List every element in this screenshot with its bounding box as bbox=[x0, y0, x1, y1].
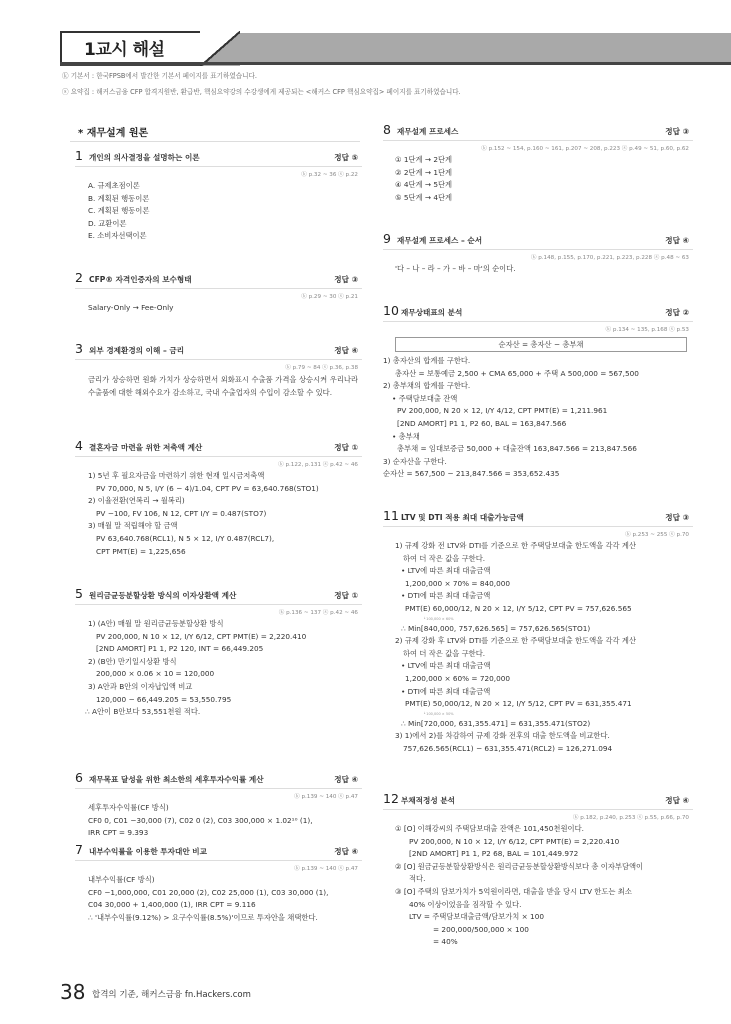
formula-box: 순자산 = 총자산 − 총부채 bbox=[395, 337, 687, 352]
solution-line: CF0 0, C01 −30,000 (7), C02 0 (2), C03 300,000 × 1.02¹⁰ (1), bbox=[88, 815, 313, 825]
solution-line: └ 100,000 × 50% bbox=[423, 711, 454, 716]
solution-line: 총자산 = 보통예금 2,500 + CMA 65,000 + 주택 A 500,000 = 567,500 bbox=[395, 368, 639, 378]
page-reference: ⓚ p.139 ~ 140 ⓢ p.47 bbox=[294, 794, 358, 800]
question-header bbox=[383, 510, 693, 527]
solution-line: 3) 1)에서 2)를 차감하여 규제 강화 전후의 대출 한도액을 비교한다. bbox=[395, 731, 610, 741]
solution-line: • LTV에 따른 최대 대출금액 bbox=[401, 566, 491, 576]
question-header bbox=[75, 272, 362, 289]
solution-line: C04 30,000 + 1,400,000 (1), IRR CPT = 9.116 bbox=[88, 900, 256, 910]
header-band bbox=[180, 33, 731, 63]
question-header bbox=[383, 305, 693, 322]
solution-line: '다 – 나 – 라 – 가 – 바 – 마'의 순이다. bbox=[395, 264, 516, 273]
solution-line: [2ND AMORT] P1 1, P2 68, BAL = 101,449.972 bbox=[409, 849, 579, 859]
footer-text: 합격의 기준, 해커스금융 fn.Hackers.com bbox=[92, 990, 251, 1000]
solution-line: • DTI에 따른 최대 대출금액 bbox=[401, 686, 491, 696]
solution-line: ② [O] 원금균등분할상환방식은 원리금균등분할상환방식보다 총 이자부담액이 bbox=[395, 861, 644, 871]
solution-line: • DTI에 따른 최대 대출금액 bbox=[401, 591, 491, 601]
solution-line: 금리가 상승하면 원화 가치가 상승하면서 외화표시 수출품 가격을 상승시켜 우리나라 수출품에 대한 해외수요가 감소하고, 국내 수출업자의 수입이 감소할 수 있다. bbox=[88, 375, 358, 397]
solution-line: 2) 규제 강화 후 LTV와 DTI를 기준으로 한 주택담보대출 한도액을 각각 계산 bbox=[395, 636, 637, 646]
question-title: 재무목표 달성을 위한 최소한의 세후투자수익률 계산 bbox=[89, 775, 264, 784]
solution-line: 2) 총부채의 합계를 구한다. bbox=[383, 381, 471, 391]
question-2 bbox=[75, 272, 362, 315]
page-reference: ⓚ p.79 ~ 84 ⓢ p.36, p.38 bbox=[285, 365, 358, 371]
question-header bbox=[383, 124, 693, 141]
answer-label: 정답 ④ bbox=[334, 847, 358, 856]
solution-line: 세후투자수익률(CF 방식) bbox=[88, 803, 169, 812]
question-title: 재무상태표의 분석 bbox=[401, 308, 463, 317]
solution-line: ④ 4단계 → 5단계 bbox=[395, 180, 453, 190]
answer-label: 정답 ⑤ bbox=[334, 153, 358, 162]
answer-label: 정답 ④ bbox=[665, 236, 689, 245]
answer-label: 정답 ① bbox=[334, 443, 358, 452]
solution-line: PV −100, FV 106, N 12, CPT I/Y = 0.487(STO7) bbox=[96, 508, 267, 518]
question-number: 12 bbox=[383, 791, 399, 806]
question-title: 개인의 의사결정을 설명하는 이론 bbox=[89, 153, 200, 162]
question-title: LTV 및 DTI 적용 최대 대출가능금액 bbox=[401, 513, 524, 522]
solution-line: PV 200,000, N 20 × 12, I/Y 4/12, CPT PMT(E) = 1,211.961 bbox=[397, 406, 608, 416]
page-reference: ⓚ p.29 ~ 30 ⓢ p.21 bbox=[301, 294, 358, 300]
question-1 bbox=[75, 150, 362, 243]
solution-line: 적다. bbox=[409, 874, 426, 884]
solution-line: ∴ Min[840,000, 757,626.565] = 757,626.565(STO1) bbox=[401, 623, 591, 633]
solution-line: 2) (B안) 만기일시상환 방식 bbox=[88, 656, 177, 666]
solution-line: CPT PMT(E) = 1,225,656 bbox=[96, 546, 186, 556]
answer-label: 정답 ④ bbox=[334, 346, 358, 355]
solution-line: PMT(E) 60,000/12, N 20 × 12, I/Y 5/12, CPT PV = 757,626.565 bbox=[405, 603, 632, 613]
solution-line: ① 1단계 → 2단계 bbox=[395, 155, 453, 164]
answer-label: 정답 ③ bbox=[665, 513, 689, 522]
solution-line: D. 교환이론 bbox=[88, 218, 127, 228]
page-title: 1교시 해설 bbox=[84, 40, 165, 60]
solution-line: PV 63,640.768(RCL1), N 5 × 12, I/Y 0.487(RCL7), bbox=[96, 533, 275, 543]
question-number: 8 bbox=[383, 122, 391, 137]
solution-line: PV 200,000, N 10 × 12, I/Y 6/12, CPT PMT(E) = 2,220.410 bbox=[409, 836, 620, 846]
question-number: 7 bbox=[75, 842, 83, 857]
question-title: CFP® 자격인증자의 보수형태 bbox=[89, 275, 192, 284]
question-number: 5 bbox=[75, 586, 83, 601]
question-number: 3 bbox=[75, 341, 83, 356]
solution-line: 내부수익률(CF 방식) bbox=[88, 875, 155, 884]
question-header bbox=[383, 233, 693, 250]
question-number: 9 bbox=[383, 231, 391, 246]
solution-line: LTV = 주택담보대출금액/담보가치 × 100 bbox=[409, 912, 544, 922]
answer-label: 정답 ④ bbox=[665, 796, 689, 805]
answer-label: 정답 ③ bbox=[665, 127, 689, 136]
solution-line: 1) 5년 후 필요자금을 마련하기 위한 현재 일시금저축액 bbox=[88, 471, 265, 480]
solution-line: B. 계획된 행동이론 bbox=[88, 193, 150, 203]
solution-line: A. 규제초점이론 bbox=[88, 181, 140, 190]
solution-line: ∴ '내부수익률(9.12%) > 요구수익률(8.5%)'이므로 투자안을 채택한다. bbox=[88, 912, 318, 922]
question-title: 재무설계 프로세스 – 순서 bbox=[397, 236, 483, 245]
question-header bbox=[75, 588, 362, 605]
question-5 bbox=[75, 588, 362, 719]
solution-line: 120,000 − 66,449.205 = 53,550.795 bbox=[96, 694, 232, 704]
question-title: 내부수익률을 이용한 투자대안 비교 bbox=[89, 847, 207, 856]
page-reference: ⓚ p.136 ~ 137 ⓢ p.42 ~ 46 bbox=[278, 610, 358, 616]
question-number: 1 bbox=[75, 148, 83, 163]
question-10 bbox=[383, 305, 693, 481]
solution-line: IRR CPT = 9.393 bbox=[88, 828, 149, 838]
question-title: 외부 경제환경의 이해 – 금리 bbox=[89, 346, 185, 355]
question-title: 결혼자금 마련을 위한 저축액 계산 bbox=[89, 443, 203, 452]
page-reference: ⓚ p.139 ~ 140 ⓢ p.47 bbox=[294, 866, 358, 872]
question-number: 11 bbox=[383, 508, 399, 523]
header-rule bbox=[60, 62, 731, 65]
solution-line: 하여 더 작은 값을 구한다. bbox=[403, 553, 486, 563]
question-8 bbox=[383, 124, 693, 204]
solution-line: ② 2단계 → 1단계 bbox=[395, 167, 453, 177]
solution-line: PMT(E) 50,000/12, N 20 × 12, I/Y 5/12, CPT PV = 631,355.471 bbox=[405, 699, 632, 709]
page-number: 38 bbox=[60, 980, 86, 1004]
answer-label: 정답 ③ bbox=[334, 275, 358, 284]
solution-line: • LTV에 따른 최대 대출금액 bbox=[401, 661, 491, 671]
solution-line: [2ND AMORT] P1 1, P2 120, INT = 66,449.205 bbox=[96, 644, 264, 654]
solution-line: 1,200,000 × 60% = 720,000 bbox=[405, 673, 511, 683]
note-textbook: ⓚ 기본서 : 한국FPSB에서 발간한 기본서 페이지를 표기하였습니다. bbox=[62, 72, 257, 80]
solution-line: • 총부채 bbox=[392, 431, 420, 441]
solution-line: └ 100,000 × 60% bbox=[423, 616, 454, 621]
solution-line: C. 계획된 행동이론 bbox=[88, 206, 150, 216]
question-3 bbox=[75, 343, 362, 399]
question-header bbox=[75, 440, 362, 457]
solution-line: 순자산 = 567,500 − 213,847.566 = 353,652.435 bbox=[383, 469, 560, 479]
solution-line: 하여 더 작은 값을 구한다. bbox=[403, 648, 486, 658]
page-reference: ⓚ p.32 ~ 36 ⓢ p.22 bbox=[301, 172, 358, 178]
solution-line: [2ND AMORT] P1 1, P2 60, BAL = 163,847.566 bbox=[397, 418, 567, 428]
question-7 bbox=[75, 844, 362, 924]
header-slant bbox=[200, 31, 240, 66]
solution-line: ⑤ 5단계 → 4단계 bbox=[395, 192, 453, 202]
question-number: 6 bbox=[75, 770, 83, 785]
solution-line: • 주택담보대출 잔액 bbox=[392, 393, 458, 403]
note-summary: ⓢ 요약집 : 해커스금융 CFP 합격지원반, 환급반, 핵심요약강의 수강생에게 제공되는 <해커스 CFP 핵심요약집> 페이지를 표기하였습니다. bbox=[62, 88, 461, 96]
question-header bbox=[383, 793, 693, 810]
page-reference: ⓚ p.253 ~ 255 ⓢ p.70 bbox=[625, 532, 689, 538]
page-reference: ⓚ p.148, p.155, p.170, p.221, p.223, p.228 ⓢ p.48 ~ 63 bbox=[530, 255, 689, 261]
question-number: 10 bbox=[383, 303, 399, 318]
section-rule bbox=[70, 141, 360, 142]
solution-line: 1) 규제 강화 전 LTV와 DTI를 기준으로 한 주택담보대출 한도액을 각각 계산 bbox=[395, 541, 637, 550]
question-12 bbox=[383, 793, 693, 949]
question-number: 4 bbox=[75, 438, 83, 453]
question-title: 부채적정성 분석 bbox=[401, 796, 455, 805]
page-reference: ⓚ p.134 ~ 135, p.168 ⓢ p.53 bbox=[605, 327, 689, 333]
solution-line: ③ [O] 주택의 담보가치가 5억원이라면, 대출을 받을 당시 LTV 한도는 최소 bbox=[395, 886, 632, 896]
solution-line: 1) 총자산의 합계를 구한다. bbox=[383, 356, 471, 365]
question-6 bbox=[75, 772, 362, 840]
solution-line: 3) 매월 말 적립해야 할 금액 bbox=[88, 521, 178, 531]
solution-line: 총부채 = 임대보증금 50,000 + 대출잔액 163,847.566 = 213,847.566 bbox=[397, 444, 637, 454]
question-11 bbox=[383, 510, 693, 756]
question-header bbox=[75, 343, 362, 360]
question-header bbox=[75, 150, 362, 167]
page-reference: ⓚ p.182, p.240, p.253 ⓢ p.55, p.66, p.70 bbox=[572, 815, 689, 821]
question-number: 2 bbox=[75, 270, 83, 285]
answer-label: 정답 ④ bbox=[334, 775, 358, 784]
question-header bbox=[75, 772, 362, 789]
solution-line: PV 70,000, N 5, I/Y (6 − 4)/1.04, CPT PV = 63,640.768(STO1) bbox=[96, 483, 319, 493]
answer-label: 정답 ② bbox=[665, 308, 689, 317]
solution-line: CF0 −1,000,000, C01 20,000 (2), C02 25,000 (1), C03 30,000 (1), bbox=[88, 887, 329, 897]
solution-line: 3) 순자산을 구한다. bbox=[383, 456, 447, 466]
question-title: 원리금균등분할상환 방식의 이자상환액 계산 bbox=[89, 591, 237, 600]
solution-line: 1) (A안) 매월 말 원리금균등분할상환 방식 bbox=[88, 619, 224, 628]
solution-line: ① [O] 이해강씨의 주택담보대출 잔액은 101,450천원이다. bbox=[395, 824, 584, 833]
solution-line: = 200,000/500,000 × 100 bbox=[433, 924, 529, 934]
solution-line: Salary-Only → Fee-Only bbox=[88, 303, 174, 312]
solution-line: 2) 이율전환(연복리 → 월복리) bbox=[88, 496, 185, 506]
solution-line: = 40% bbox=[433, 937, 458, 947]
page-reference: ⓚ p.122, p.131 ⓢ p.42 ~ 46 bbox=[278, 462, 358, 468]
question-9 bbox=[383, 233, 693, 276]
solution-line: 757,626.565(RCL1) − 631,355.471(RCL2) = 126,271.094 bbox=[403, 743, 613, 753]
solution-line: 3) A안과 B안의 이자납입액 비교 bbox=[88, 681, 193, 691]
question-4 bbox=[75, 440, 362, 558]
solution-line: PV 200,000, N 10 × 12, I/Y 6/12, CPT PMT(E) = 2,220.410 bbox=[96, 631, 307, 641]
answer-label: 정답 ① bbox=[334, 591, 358, 600]
solution-line: 40% 이상이었음을 짐작할 수 있다. bbox=[409, 899, 522, 909]
solution-line: 200,000 × 0.06 × 10 = 120,000 bbox=[96, 669, 215, 679]
solution-line: 1,200,000 × 70% = 840,000 bbox=[405, 578, 511, 588]
solution-line: ∴ A안이 B안보다 53,551천원 적다. bbox=[85, 707, 201, 717]
page-reference: ⓚ p.152 ~ 154, p.160 ~ 161, p.207 ~ 208, p.223 ⓢ p.49 ~ 51, p.60, p.62 bbox=[481, 146, 689, 152]
solution-line: ∴ Min[720,000, 631,355.471] = 631,355.471(STO2) bbox=[401, 718, 591, 728]
question-header bbox=[75, 844, 362, 861]
section-title: * 재무설계 원론 bbox=[78, 128, 149, 139]
solution-line: E. 소비자선택이론 bbox=[88, 231, 147, 241]
question-title: 재무설계 프로세스 bbox=[397, 127, 459, 136]
